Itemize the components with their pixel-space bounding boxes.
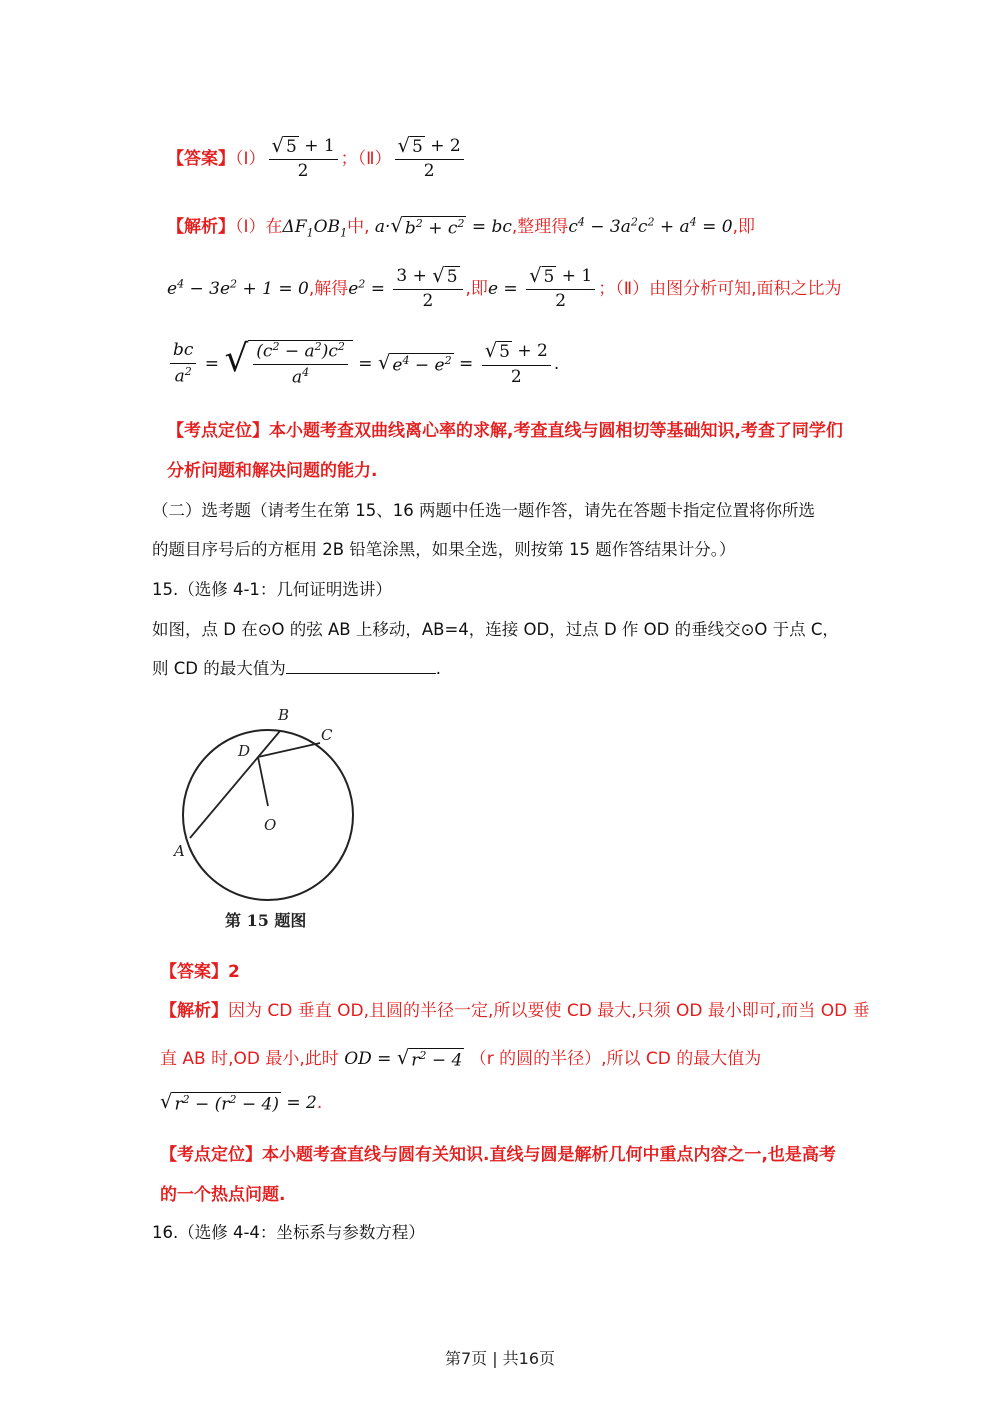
page-footer: 第7页 | 共16页 xyxy=(444,1349,556,1368)
analysis-tag: 【解析】 xyxy=(167,217,235,237)
q15-analysis-line1: 【解析】因为 CD 垂直 OD,且圆的半径一定,所以要使 CD 最大,只须 OD 最小即可,而当 OD 垂 xyxy=(160,1001,870,1021)
q14-answer: 【答案】（Ⅰ） √ 5 + 1 2 ；（Ⅱ） √ 5 + 2 2 xyxy=(167,136,467,182)
q15-analysis-line2: 直 AB 时,OD 最小,此时 OD = √ $r^2 - 4$ （r 的圆的半径）,所以 CD 的最大值为 xyxy=(160,1045,762,1071)
label-b: B xyxy=(278,706,290,724)
q15-figure xyxy=(165,700,375,940)
q15-point-line2: 的一个热点问题. xyxy=(160,1185,286,1205)
section2-line1: （二）选考题（请考生在第 15、16 两题中任选一题作答，请先在答题卡指定位置将你所选 xyxy=(152,501,815,520)
label-o: O xyxy=(264,816,277,834)
figure-caption: 第 15 题图 xyxy=(225,911,307,930)
q15-point-line1: 【考点定位】本小题考查直线与圆有关知识.直线与圆是解析几何中重点内容之一,也是高考 xyxy=(160,1145,836,1165)
q15-title: 15.（选修 4-1：几何证明选讲） xyxy=(152,580,392,599)
label-a: A xyxy=(174,842,185,860)
segment-od xyxy=(258,757,268,806)
q14-analysis-line3: $\frac{bc}{a^2}$ = √ $\frac{(c^2 - a^2)c^2}{a^4}$ = √ $e^4 - e^2$ = √ 5 + 2 2 . xyxy=(167,340,559,388)
q14-point-line2: 分析问题和解决问题的能力. xyxy=(167,461,378,481)
answer-blank xyxy=(286,673,436,674)
fraction: √ 5 + 1 2 xyxy=(269,136,338,182)
label-d: D xyxy=(238,742,251,760)
answer-tag: 【答案】 xyxy=(167,148,235,169)
section2-line2: 的题目序号后的方框用 2B 铅笔涂黑，如果全选，则按第 15 题作答结果计分。） xyxy=(152,540,736,559)
q14-analysis-line2: $e^4 - 3e^2 + 1 = 0$,解得$e^2$ = 3 + √ 5 2 ,即e = √ 5 + 1 2 ；（Ⅱ）由图分析可知,面积之比为 xyxy=(167,264,842,312)
q15-answer: 【答案】2 xyxy=(160,962,240,982)
q15-stem1: 如图，点 D 在⊙O 的弦 AB 上移动，AB=4，连接 OD，过点 D 作 OD 的垂线交⊙O 于点 C， xyxy=(152,620,839,639)
q16-title: 16.（选修 4-4：坐标系与参数方程） xyxy=(152,1223,425,1242)
q15-stem2: 则 CD 的最大值为 . xyxy=(152,659,441,678)
q14-point-line1: 【考点定位】本小题考查双曲线离心率的求解,考查直线与圆相切等基础知识,考查了同学们 xyxy=(167,421,843,441)
label-c: C xyxy=(321,726,333,744)
q15-analysis-line3: √ $r^2 - (r^2 - 4)$ = 2. xyxy=(160,1090,323,1115)
fraction: √ 5 + 2 2 xyxy=(395,136,464,182)
q14-analysis-line1: 【解析】（Ⅰ）在$\Delta F_1OB_1$中, a· √ $b^2 + c^2$ = bc,整理得$c^4 - 3a^2c^2 + a^4 = 0$,即 xyxy=(167,213,755,240)
